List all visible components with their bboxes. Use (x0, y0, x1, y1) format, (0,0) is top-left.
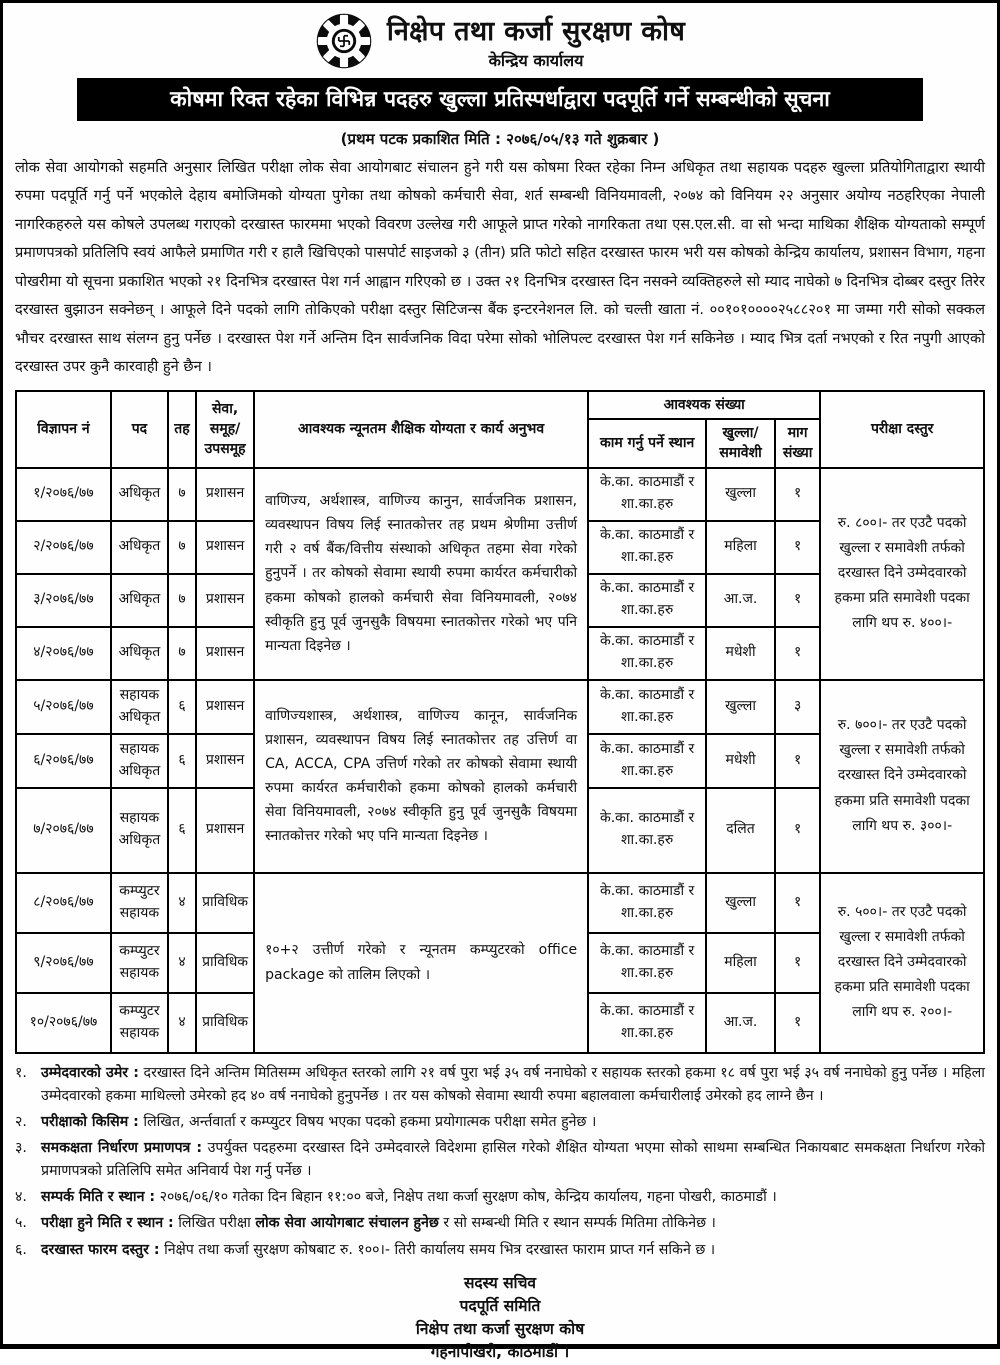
place-cell: के.का. काठमाडौं र शा.का.हरु (588, 993, 706, 1053)
service-cell: प्राविधिक (196, 933, 254, 993)
post-cell: सहायक अधिकृत (111, 680, 168, 734)
signature-line: गहनापोखरी, काठमाडौं । (430, 1343, 570, 1362)
fee-cell: रु. ८००।- तर एउटै पदको खुल्ला र समावेशी तर्फको दरखास्त दिने उम्मेदवारको हकमा प्रति समावेशी पदका लागि थप रु. ४००।- (820, 468, 984, 680)
note-bold-text: लोक सेवा आयोगबाट संचालन हुनेछ (255, 1215, 439, 1232)
signature-line: सदस्य सचिव (463, 1273, 537, 1292)
fee-cell: रु. ७००।- तर एउटै पदको खुल्ला र समावेशी तर्फको दरखास्त दिने उम्मेदवारको हकमा प्रति समावेशी पदका लागि थप रु. ३००।- (820, 680, 984, 873)
level-cell: ४ (168, 873, 196, 933)
count-cell: १ (775, 521, 820, 574)
level-cell: ६ (168, 680, 196, 734)
category-cell: आ.ज. (706, 574, 775, 627)
count-cell: १ (775, 993, 820, 1053)
count-cell: १ (775, 627, 820, 680)
table-row (16, 468, 984, 521)
category-cell: खुल्ला (706, 873, 775, 933)
place-cell: के.का. काठमाडौं र शा.का.हरु (588, 933, 706, 993)
header-exam-fee: परीक्षा दस्तुर (820, 391, 984, 468)
header-required-number: आवश्यक संख्या (588, 391, 820, 419)
vacancy-table (15, 390, 985, 1054)
header-qualification: आवश्यक न्यूनतम शैक्षिक योग्यता र कार्य अनुभव (254, 391, 588, 468)
qualification-cell: वाणिज्य, अर्थशास्त्र, वाणिज्य कानुन, सार्वजनिक प्रशासन, व्यवस्थापन विषय लिई स्नातकोत्तर तह प्रथम श्रेणीमा उत्तीर्ण गरी २ वर्ष बैंक/वित्तीय संस्थाको अधिकृत तहमा सेवा गरेको हुनुपर्ने । तर कोषको सेवामा स्थायी रुपमा कार्यरत कर्मचारीको हकमा कोषको हालको कर्मचारी सेवा विनियमावली, २०७४ स्वीकृति हुनु पूर्व जुनसुकै विषयमा स्नातकोत्तर गरेको भए पनि मान्यता दिइनेछ । (254, 468, 588, 680)
place-cell: के.का. काठमाडौं र शा.का.हरु (588, 521, 706, 574)
post-cell: अधिकृत (111, 468, 168, 521)
ad-no-cell: ३/२०७६/७७ (16, 574, 111, 627)
note-after-text: र सो सम्बन्धी मिति र स्थान सम्पर्क मितिमा तोकिनेछ । (438, 1215, 716, 1232)
service-cell: प्रशासन (196, 627, 254, 680)
level-cell: ४ (168, 933, 196, 993)
level-cell: ७ (168, 627, 196, 680)
ad-no-cell: ८/२०७६/७७ (16, 873, 111, 933)
note-body-text: २०७६/०६/१० गतेका दिन बिहान ११:०० बजे, निक्षेप तथा कर्जा सुरक्षण कोष, केन्द्रिय कार्यालय, गहना पोखरी, काठमाडौं । (159, 1189, 777, 1206)
place-cell: के.का. काठमाडौं र शा.का.हरु (588, 788, 706, 873)
office-subtitle: केन्द्रिय कार्यालय (488, 51, 584, 70)
service-cell: प्रशासन (196, 574, 254, 627)
signature-line: निक्षेप तथा कर्जा सुरक्षण कोष (415, 1320, 585, 1339)
note-text (41, 1137, 985, 1183)
organization-name: निक्षेप तथा कर्जा सुरक्षण कोष (386, 16, 686, 47)
level-cell: ६ (168, 788, 196, 873)
count-cell: १ (775, 933, 820, 993)
count-cell: १ (775, 734, 820, 788)
notice-title-banner: कोषमा रिक्त रहेका विभिन्न पदहरु खुल्ला प्रतिस्पर्धाद्वारा पदपूर्ति गर्ने सम्बन्धीको सूचना (77, 78, 923, 121)
fee-cell: रु. ५००।- तर एउटै पदको खुल्ला र समावेशी तर्फको दरखास्त दिने उम्मेदवारको हकमा प्रति समावेशी पदका लागि थप रु. २००।- (820, 873, 984, 1053)
ad-no-cell: ६/२०७६/७७ (16, 734, 111, 788)
note-item (15, 1186, 985, 1209)
category-cell: महिला (706, 933, 775, 993)
note-body-text: निक्षेप तथा कर्जा सुरक्षण कोषबाट रु. १००।- तिरी कार्यालय समय भित्र दरखास्त फाराम प्राप्त गर्न सकिने छ । (164, 1241, 716, 1258)
note-text (41, 1212, 985, 1235)
note-label: समकक्षता निर्धारण प्रमाणपत्र : (41, 1139, 203, 1156)
level-cell: ४ (168, 993, 196, 1053)
service-cell: प्रशासन (196, 788, 254, 873)
note-number: २. (15, 1113, 27, 1130)
place-cell: के.का. काठमाडौं र शा.का.हरु (588, 574, 706, 627)
post-cell: कम्प्युटर सहायक (111, 933, 168, 993)
post-cell: कम्प्युटर सहायक (111, 993, 168, 1053)
service-cell: प्रशासन (196, 521, 254, 574)
note-item (15, 1239, 985, 1262)
table-row (16, 680, 984, 734)
gear-seal-icon (315, 12, 373, 70)
ad-no-cell: १०/२०७६/७७ (16, 993, 111, 1053)
header-open-inclusive: खुल्ला/ समावेशी (706, 419, 775, 468)
service-cell: प्राविधिक (196, 993, 254, 1053)
note-label: परीक्षा हुने मिति र स्थान : (41, 1215, 174, 1232)
place-cell: के.का. काठमाडौं र शा.का.हरु (588, 627, 706, 680)
note-number: ४. (15, 1189, 27, 1206)
note-item (15, 1212, 985, 1235)
count-cell: ३ (775, 680, 820, 734)
note-text (41, 1111, 985, 1134)
service-cell: प्रशासन (196, 468, 254, 521)
post-cell: अधिकृत (111, 627, 168, 680)
ad-no-cell: ५/२०७६/७७ (16, 680, 111, 734)
note-label: सम्पर्क मिति र स्थान : (41, 1189, 156, 1206)
signature-line: पदपूर्ति समिति (459, 1296, 541, 1315)
note-label: उम्मेदवारको उमेर : (41, 1064, 139, 1081)
qualification-cell: १०+२ उत्तीर्ण गरेको र न्यूनतम कम्प्युटरको office package को तालिम लिएको । (254, 873, 588, 1053)
service-cell: प्राविधिक (196, 873, 254, 933)
note-label: दरखास्त फारम दस्तुर : (41, 1241, 160, 1258)
level-cell: ७ (168, 468, 196, 521)
category-cell: खुल्ला (706, 680, 775, 734)
count-cell: १ (775, 468, 820, 521)
category-cell: खुल्ला (706, 468, 775, 521)
category-cell: आ.ज. (706, 993, 775, 1053)
title-block (387, 11, 685, 71)
category-cell: दलित (706, 788, 775, 873)
note-body-text: लिखित परीक्षा (178, 1215, 256, 1232)
notes-section (15, 1062, 985, 1262)
count-cell: १ (775, 574, 820, 627)
header-service: सेवा, समूह/ उपसमूह (196, 391, 254, 468)
ad-no-cell: ९/२०७६/७७ (16, 933, 111, 993)
ad-no-cell: ४/२०७६/७७ (16, 627, 111, 680)
ad-no-cell: ७/२०७६/७७ (16, 788, 111, 873)
category-cell: मधेशी (706, 734, 775, 788)
header-work-place: काम गर्नु पर्ने स्थान (588, 419, 706, 468)
place-cell: के.का. काठमाडौं र शा.का.हरु (588, 468, 706, 521)
signature-block (15, 1272, 985, 1365)
table-row (16, 873, 984, 933)
note-body-text: लिखित, अर्न्तवार्ता र कम्प्युटर विषय भएका पदको हकमा प्रयोगात्मक परीक्षा समेत हुनेछ । (143, 1113, 597, 1130)
note-text (41, 1239, 985, 1262)
post-cell: सहायक अधिकृत (111, 734, 168, 788)
document-header (15, 11, 985, 71)
category-cell: महिला (706, 521, 775, 574)
header-demand-count: माग संख्या (775, 419, 820, 468)
ad-no-cell: २/२०७६/७७ (16, 521, 111, 574)
post-cell: सहायक अधिकृत (111, 788, 168, 873)
post-cell: कम्प्युटर सहायक (111, 873, 168, 933)
note-text (41, 1186, 985, 1209)
published-date-line: (प्रथम पटक प्रकाशित मिति : २०७६/०५/१३ गते शुक्रबार ) (340, 130, 660, 148)
note-item (15, 1062, 985, 1108)
intro-paragraph: लोक सेवा आयोगको सहमति अनुसार लिखित परीक्षा लोक सेवा आयोगबाट संचालन हुने गरी यस कोषमा रिक्त रहेका निम्न अधिकृत तथा सहायक पदहरु खुल्ला प्रतियोगिताद्वारा स्थायी रुपमा पदपूर्ति गर्नु पर्ने भएकोले देहाय बमोजिमको योग्यता पुगेका तथा कोषको कर्मचारी सेवा, शर्त सम्बन्धी विनियमावली, २०७४ को विनियम २२ अनुसार अयोग्य नठहरिएका नेपाली नागरिकहरुले यस कोषले उपलब्ध गराएको दरखास्त फारममा भएको विवरण उल्लेख गरी आफूले प्राप्त गरेको नागरिकता तथा एस.एल.सी. वा सो भन्दा माथिका शैक्षिक योग्यताको सम्पूर्ण प्रमाणपत्रको प्रतिलिपि स्वयं आफैले प्रमाणित गरी र हालै खिचिएको पासपोर्ट साइजको ३ (तीन) प्रति फोटो सहित दरखास्त फारम भरी यस कोषको केन्द्रिय कार्यालय, प्रशासन विभाग, गहना पोखरीमा यो सूचना प्रकाशित भएको २१ दिनभित्र दरखास्त पेश गर्न आह्वान गरिएको छ । उक्त २१ दिनभित्र दरखास्त दिन नसक्ने व्यक्तिहरुले सो म्याद नाघेको ७ दिनभित्र दोब्बर दस्तुर तिरेर दरखास्त बुझाउन सक्नेछन् । आफूले दिने पदको लागि तोकिएको परीक्षा दस्तुर सिटिजन्स बैंक इन्टरनेशनल लि. को चल्ती खाता नं. ००१०१००००२५८८२०१ मा जम्मा गरी सोको सक्कल भौचर दरखास्त साथ संलग्न हुनु पर्नेछ । दरखास्त पेश गर्ने अन्तिम दिन सार्वजनिक विदा परेमा सोको भोलिपल्ट दरखास्त पेश गर्न सकिनेछ । म्याद भित्र दर्ता नभएको र रित नपुगी आएको दरखास्त उपर कुनै कारवाही हुने छैन । (15, 159, 985, 376)
note-text (41, 1062, 985, 1108)
post-cell: अधिकृत (111, 521, 168, 574)
note-item (15, 1111, 985, 1134)
ad-no-cell: १/२०७६/७७ (16, 468, 111, 521)
place-cell: के.का. काठमाडौं र शा.का.हरु (588, 873, 706, 933)
note-number: ५. (15, 1215, 27, 1232)
note-body-text: दरखास्त दिने अन्तिम मितिसम्म अधिकृत स्तरको लागि २१ वर्ष पुरा भई ३५ वर्ष ननाघेको र सहायक स्तरको हकमा १८ वर्ष पुरा भई ३५ वर्ष ननाघेको हुनु पर्नेछ । महिला उम्मेदवारको हकमा माथिल्लो उमेरको हद ४० वर्ष ननाघेको हुनुपर्नेछ । तर यस कोषको सेवामा स्थायी रुपमा बहालवाला कर्मचारीलाई उमेरको हद लाग्ने छैन । (41, 1064, 985, 1104)
post-cell: अधिकृत (111, 574, 168, 627)
level-cell: ६ (168, 734, 196, 788)
level-cell: ७ (168, 521, 196, 574)
note-number: ६. (15, 1241, 27, 1258)
table-header (16, 391, 984, 468)
place-cell: के.का. काठमाडौं र शा.का.हरु (588, 680, 706, 734)
header-level: तह (168, 391, 196, 468)
level-cell: ७ (168, 574, 196, 627)
service-cell: प्रशासन (196, 734, 254, 788)
category-cell: मधेशी (706, 627, 775, 680)
note-item (15, 1137, 985, 1183)
note-body-text: उपर्युक्त पदहरुमा दरखास्त दिने उम्मेदवारले विदेशमा हासिल गरेको शैक्षित योग्यता भएमा सोको साथमा सम्बन्धित निकायबाट समकक्षता निर्धारण गरेको प्रमाणपत्रको प्रतिलिपि समेत अनिवार्य पेश गर्नु पर्नेछ । (41, 1139, 986, 1180)
place-cell: के.का. काठमाडौं र शा.का.हरु (588, 734, 706, 788)
header-ad-no: विज्ञापन नं (16, 391, 111, 468)
count-cell: १ (775, 873, 820, 933)
table-header-row (16, 391, 984, 419)
service-cell: प्रशासन (196, 680, 254, 734)
count-cell: १ (775, 788, 820, 873)
note-number: ३. (15, 1139, 27, 1156)
qualification-cell: वाणिज्यशास्त्र, अर्थशास्त्र, वाणिज्य कानून, सार्वजनिक प्रशासन, व्यवस्थापन विषय लिई स्नातकोत्तर तह उत्तिर्ण वा CA, ACCA, CPA उत्तिर्ण गरेको तर कोषको सेवामा स्थायी रुपमा कार्यरत कर्मचारीको हकमा कोषको हालको कर्मचारी सेवा विनियमावली, २०७४ स्वीकृति हुनु पूर्व जुनसुकै विषयमा स्नातकोत्तर गरेको भए पनि मान्यता दिइनेछ । (254, 680, 588, 873)
note-label: परीक्षाको किसिम : (41, 1113, 139, 1130)
header-post: पद (111, 391, 168, 468)
note-number: १. (15, 1064, 27, 1081)
